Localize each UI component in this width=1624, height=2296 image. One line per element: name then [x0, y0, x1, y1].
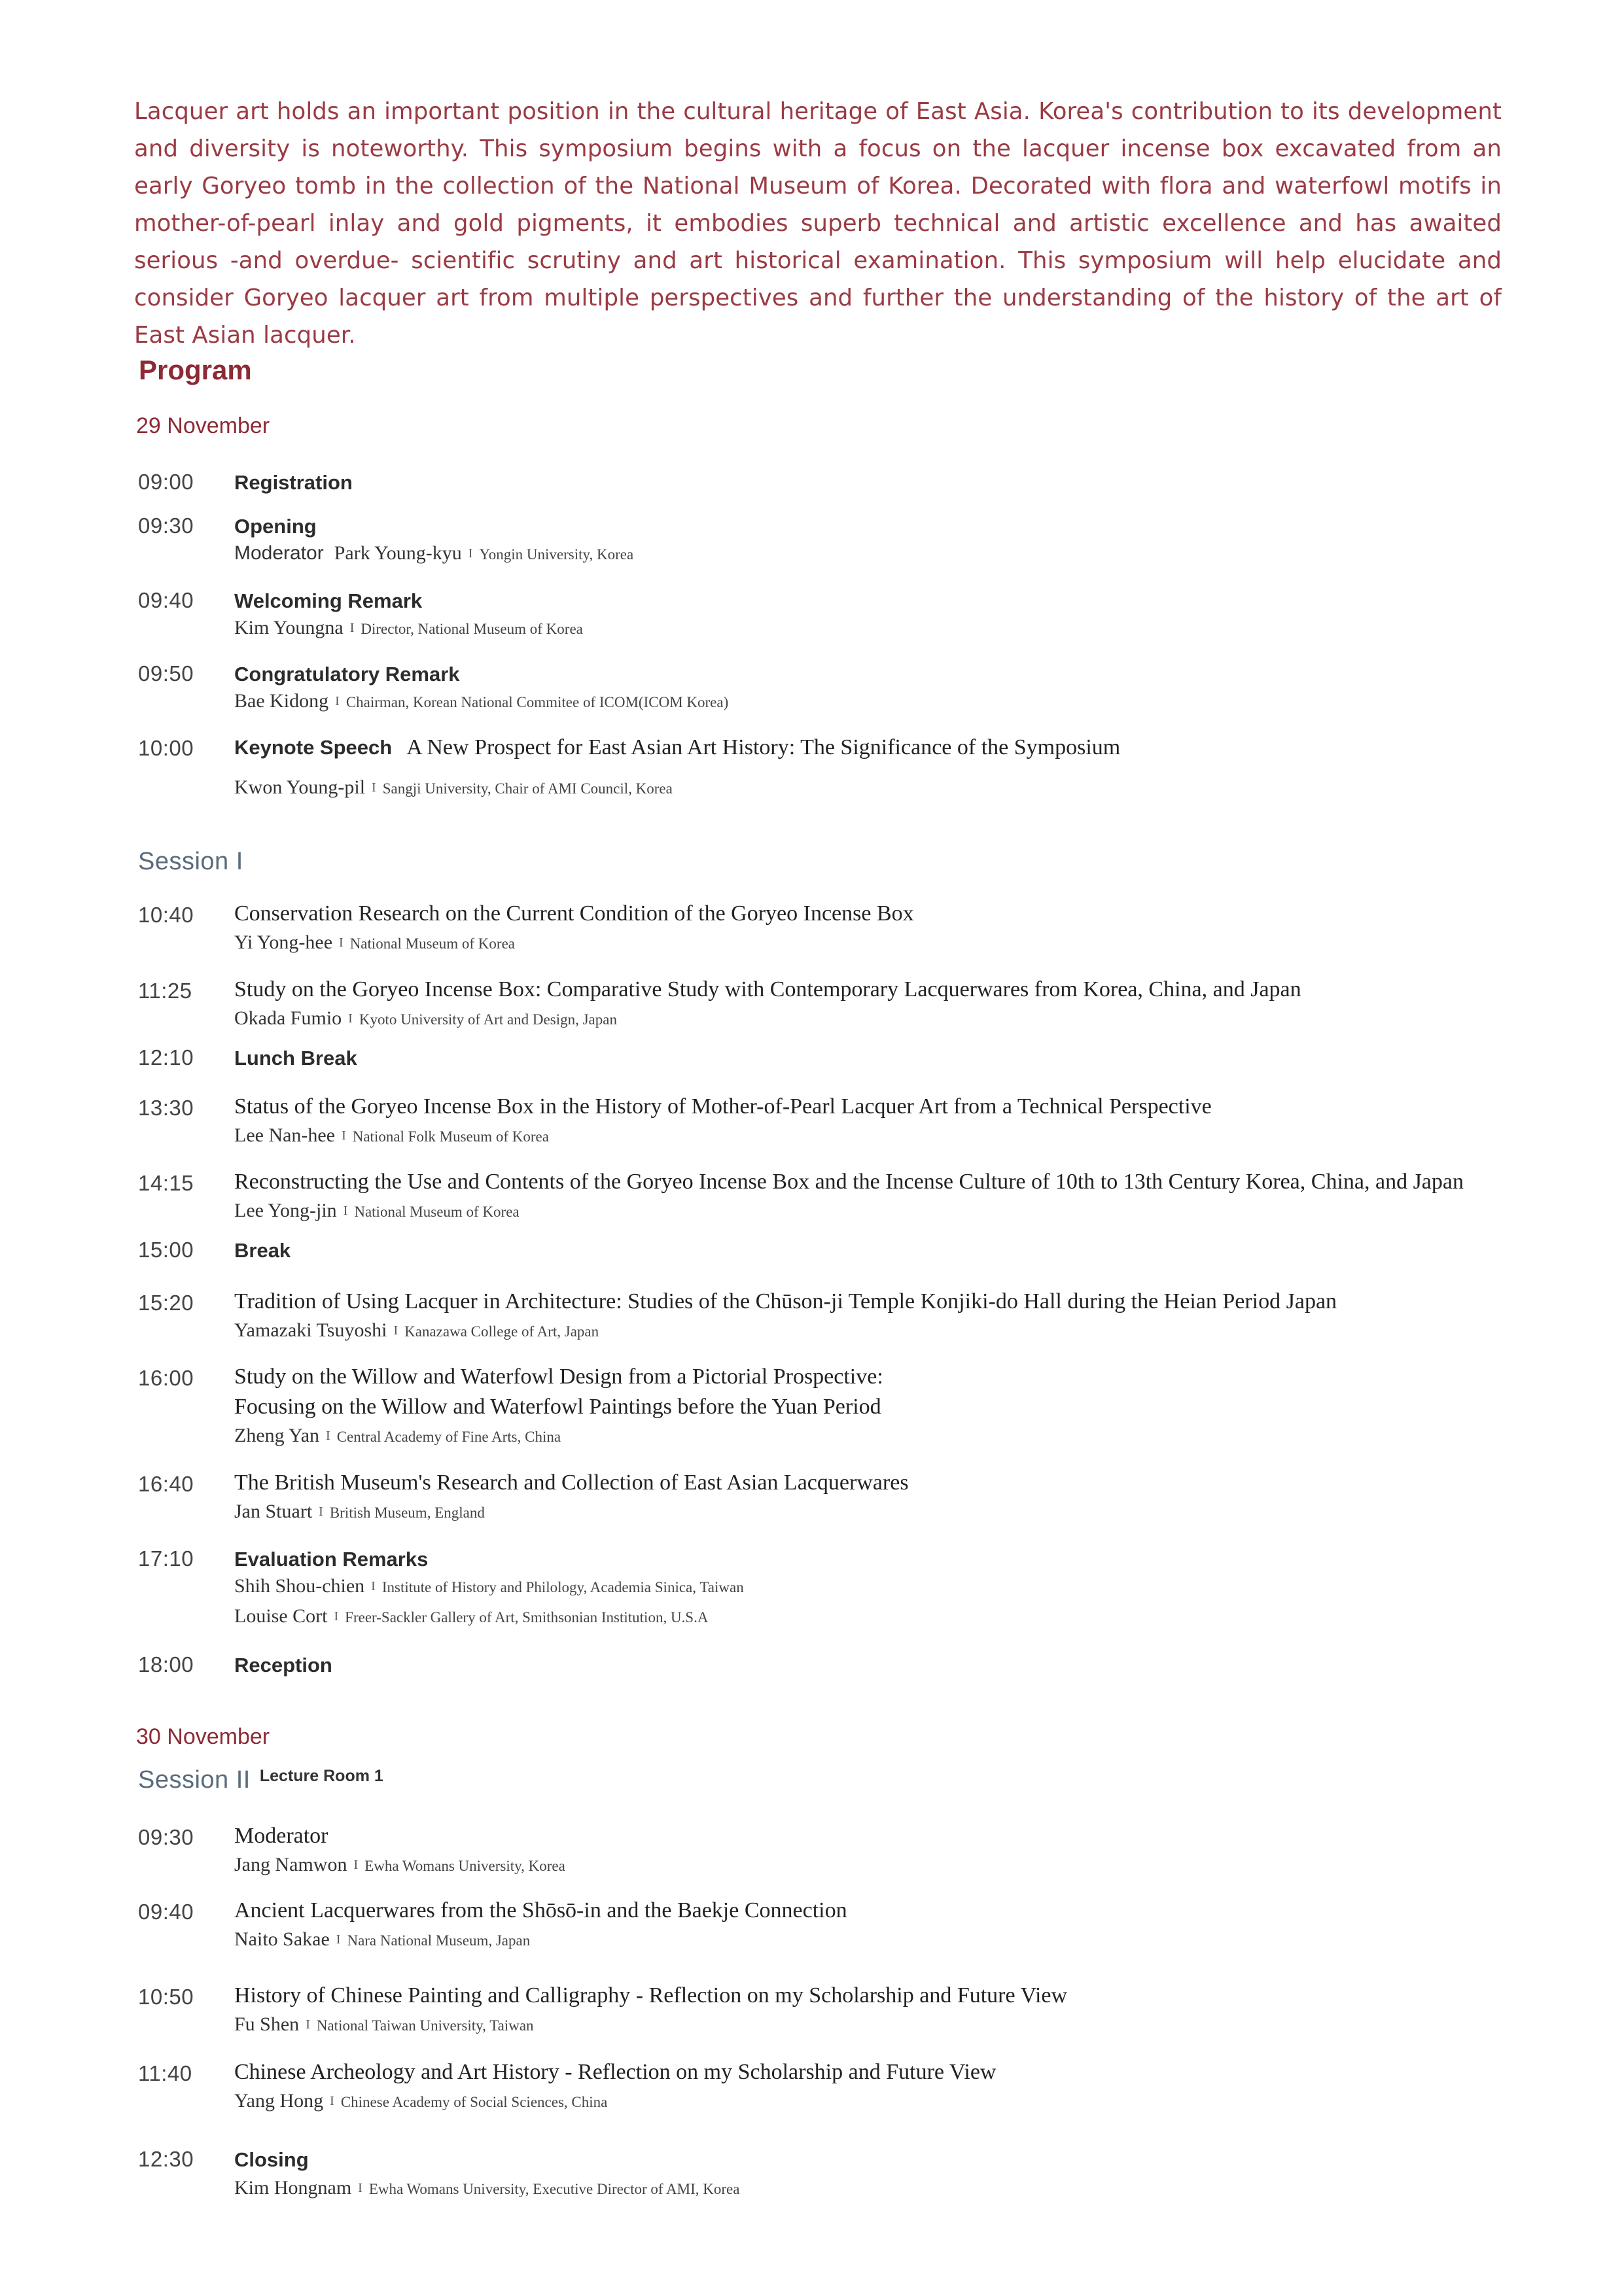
time-1500: 15:00 [138, 1238, 194, 1262]
speaker-affiliation: Chinese Academy of Social Sciences, China [340, 2094, 608, 2110]
time-1140: 11:40 [138, 2061, 192, 2085]
separator: I [371, 1579, 376, 1593]
evaluator-1 [234, 1575, 744, 1597]
moderator-title: Moderator [234, 1824, 328, 1848]
speaker-name: Jan Stuart [234, 1501, 313, 1522]
time-0930-day2: 09:30 [138, 1825, 194, 1849]
speaker-affiliation: British Museum, England [329, 1505, 485, 1521]
talk-speaker [234, 1854, 565, 1876]
speaker-name: Naito Sakae [234, 1928, 330, 1950]
talk-title: Reconstructing the Use and Contents of the Goryeo Incense Box and the Incense Culture of 10th to 13th Century Korea, China, and Japan [234, 1170, 1464, 1194]
speaker-name: Lee Yong-jin [234, 1200, 337, 1221]
talk-title: Chinese Archeology and Art History - Reflection on my Scholarship and Future View [234, 2060, 997, 2084]
time-1640: 16:40 [138, 1472, 194, 1496]
speaker-affiliation: National Folk Museum of Korea [352, 1128, 549, 1145]
speaker-name: Kwon Young-pil [234, 776, 366, 798]
separator: I [353, 1858, 359, 1872]
separator: I [335, 694, 340, 708]
speaker-name: Okada Fumio [234, 1007, 342, 1029]
evaluation-remarks-label: Evaluation Remarks [234, 1548, 429, 1571]
reception-label: Reception [234, 1654, 332, 1677]
separator: I [326, 1429, 330, 1443]
separator: I [319, 1505, 323, 1519]
congratulatory-speaker [234, 690, 728, 712]
time-1710: 17:10 [138, 1546, 194, 1571]
speaker-affiliation: Ewha Womans University, Korea [364, 1858, 565, 1874]
time-1210: 12:10 [138, 1045, 194, 1070]
time-1600: 16:00 [138, 1366, 194, 1390]
talk-speaker [234, 931, 515, 954]
speaker-affiliation: Director, National Museum of Korea [361, 621, 583, 637]
talk-speaker [234, 1007, 617, 1030]
separator: I [343, 1204, 348, 1218]
separator: I [342, 1128, 346, 1143]
session-2-title: Session II [138, 1766, 251, 1794]
time-1230: 12:30 [138, 2147, 194, 2171]
speaker-affiliation: National Museum of Korea [349, 935, 515, 952]
talk-title: Study on the Willow and Waterfowl Design from a Pictorial Prospective: [234, 1365, 883, 1389]
talk-title: Status of the Goryeo Incense Box in the History of Mother-of-Pearl Lacquer Art from a Technical Perspective [234, 1094, 1212, 1119]
lecture-room: Lecture Room 1 [259, 1767, 383, 1785]
speaker-name: Yamazaki Tsuyoshi [234, 1319, 387, 1341]
speaker-name: Yi Yong-hee [234, 931, 333, 953]
separator: I [336, 1932, 341, 1947]
welcoming-remark-label: Welcoming Remark [234, 589, 423, 612]
time-1330: 13:30 [138, 1096, 194, 1120]
talk-title: Conservation Research on the Current Condition of the Goryeo Incense Box [234, 901, 914, 926]
time-1000: 10:00 [138, 736, 194, 760]
speaker-affiliation: National Taiwan University, Taiwan [316, 2017, 534, 2034]
speaker-affiliation: National Museum of Korea [354, 1204, 520, 1220]
speaker-name: Kim Hongnam [234, 2177, 352, 2199]
time-0940-day2: 09:40 [138, 1900, 194, 1924]
separator: I [330, 2094, 334, 2108]
speaker-name: Zheng Yan [234, 1425, 320, 1446]
talk-speaker [234, 1319, 599, 1342]
talk-title-line2: Focusing on the Willow and Waterfowl Paintings before the Yuan Period [234, 1395, 881, 1419]
time-1125: 11:25 [138, 979, 192, 1003]
opening-moderator [234, 542, 633, 565]
separator: I [348, 1011, 353, 1026]
session-2-heading [138, 1766, 383, 1794]
speaker-affiliation: Central Academy of Fine Arts, China [336, 1429, 561, 1445]
separator: I [334, 1609, 339, 1624]
speaker-affiliation: Chairman, Korean National Commitee of ICOM(ICOM Korea) [345, 694, 729, 710]
separator: I [372, 780, 376, 795]
talk-speaker [234, 2013, 534, 2036]
separator: I [339, 935, 344, 950]
time-0930: 09:30 [138, 513, 194, 538]
moderator-role: Moderator [234, 542, 324, 564]
keynote-label: Keynote Speech [234, 736, 393, 759]
talk-speaker [234, 1124, 549, 1147]
speaker-name: Shih Shou-chien [234, 1575, 365, 1597]
speaker-affiliation: Institute of History and Philology, Academia Sinica, Taiwan [381, 1579, 744, 1595]
separator: I [358, 2181, 362, 2195]
speaker-affiliation: Kanazawa College of Art, Japan [404, 1323, 599, 1340]
speaker-name: Park Young-kyu [334, 542, 462, 564]
speaker-name: Lee Nan-hee [234, 1124, 336, 1146]
talk-title: Tradition of Using Lacquer in Architecture: Studies of the Chūson-ji Temple Konjiki-do Hall during the Heian Period Japan [234, 1289, 1337, 1313]
welcoming-speaker [234, 617, 583, 639]
evaluator-2 [234, 1605, 708, 1627]
registration-label: Registration [234, 471, 353, 494]
speaker-name: Fu Shen [234, 2013, 300, 2035]
talk-title: Study on the Goryeo Incense Box: Comparative Study with Contemporary Lacquerwares from Korea, China, and Japan [234, 977, 1301, 1001]
time-1520: 15:20 [138, 1291, 194, 1315]
speaker-name: Yang Hong [234, 2090, 324, 2112]
time-0900: 09:00 [138, 470, 194, 494]
talk-speaker [234, 1425, 561, 1447]
speaker-affiliation: Kyoto University of Art and Design, Japan [359, 1011, 617, 1028]
talk-speaker [234, 2090, 607, 2112]
talk-title: History of Chinese Painting and Calligraphy - Reflection on my Scholarship and Future View [234, 1983, 1068, 2008]
separator: I [306, 2017, 310, 2032]
speaker-name: Kim Youngna [234, 617, 344, 638]
speaker-affiliation: Sangji University, Chair of AMI Council, Korea [382, 780, 673, 797]
time-0940: 09:40 [138, 588, 194, 612]
speaker-affiliation: Yongin University, Korea [479, 546, 634, 563]
separator: I [393, 1323, 398, 1338]
talk-speaker [234, 1928, 530, 1951]
keynote-line [234, 735, 1120, 760]
day-heading-29-november: 29 November [136, 413, 270, 438]
closing-label: Closing [234, 2148, 309, 2171]
talk-speaker [234, 1200, 520, 1222]
congratulatory-remark-label: Congratulatory Remark [234, 663, 460, 686]
lunch-break-label: Lunch Break [234, 1047, 357, 1070]
time-0950: 09:50 [138, 661, 194, 686]
separator: I [349, 621, 355, 635]
keynote-title: A New Prospect for East Asian Art History: The Significance of the Symposium [406, 735, 1121, 759]
time-1040: 10:40 [138, 903, 194, 927]
talk-title: Ancient Lacquerwares from the Shōsō-in and the Baekje Connection [234, 1898, 847, 1922]
talk-speaker [234, 1501, 485, 1523]
day-heading-30-november: 30 November [136, 1724, 270, 1749]
program-title: Program [139, 355, 252, 385]
break-label: Break [234, 1239, 291, 1262]
closing-speaker [234, 2177, 739, 2199]
session-1-heading: Session I [138, 848, 243, 875]
speaker-name: Bae Kidong [234, 690, 329, 712]
keynote-speaker [234, 776, 673, 799]
time-1415: 14:15 [138, 1171, 194, 1195]
speaker-affiliation: Nara National Museum, Japan [347, 1932, 531, 1949]
speaker-name: Louise Cort [234, 1605, 328, 1627]
time-1050: 10:50 [138, 1985, 194, 2009]
speaker-affiliation: Freer-Sackler Gallery of Art, Smithsonian Institution, U.S.A [345, 1609, 709, 1626]
opening-label: Opening [234, 515, 317, 538]
time-1800: 18:00 [138, 1652, 194, 1677]
intro-paragraph: Lacquer art holds an important position in the cultural heritage of East Asia. Korea's contribution to its development and diversity is noteworthy. This symposium begins with a focus on the lacquer incense box excavated from an early Goryeo tomb in the collection of the National Museum of Korea. Decorated with flora and waterfowl motifs in mother-of-pearl inlay and gold pigments, it embodies superb technical and artistic excellence and has awaited serious -and overdue- scientific scrutiny and art historical examination. This symposium will help elucidate and consider Goryeo lacquer art from multiple perspectives and further the understanding of the history of the art of East Asian lacquer. [134, 98, 1502, 349]
talk-title: The British Museum's Research and Collection of East Asian Lacquerwares [234, 1470, 909, 1495]
speaker-name: Jang Namwon [234, 1854, 347, 1875]
speaker-affiliation: Ewha Womans University, Executive Director of AMI, Korea [368, 2181, 740, 2197]
separator: I [468, 546, 473, 561]
